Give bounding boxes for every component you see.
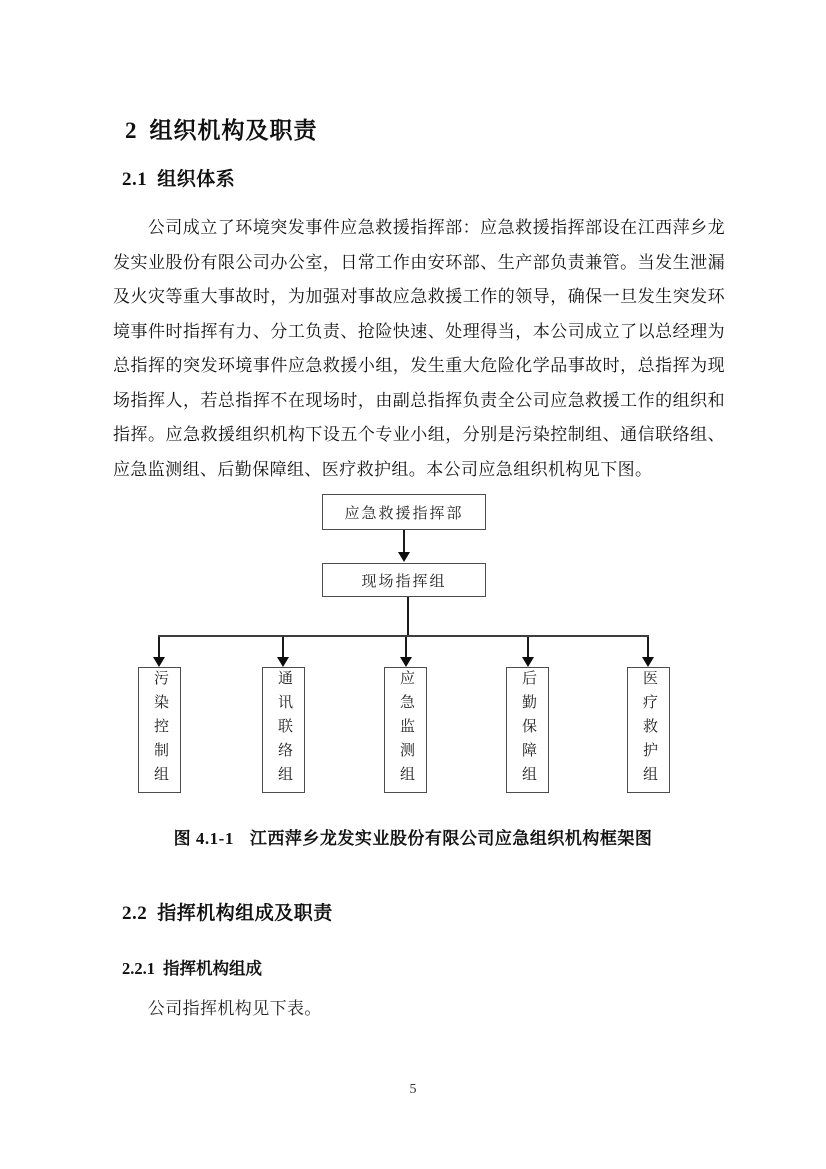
org-node-command-hq [322, 494, 486, 530]
page-number: 5 [409, 1082, 417, 1097]
section-title: 指挥机构组成及职责 [157, 903, 333, 924]
arrow-down-icon [642, 657, 654, 667]
connector-line-horizontal [158, 635, 649, 637]
chapter-title: 组织机构及职责 [149, 117, 318, 143]
org-node-label: 现场指挥组 [361, 573, 447, 590]
connector-drop-line [647, 637, 649, 658]
connector-line-stub [407, 597, 409, 637]
figure-caption [0, 824, 826, 849]
figure-label: 图 4.1-1 [173, 829, 234, 848]
org-node-logistics-support-group [506, 667, 549, 793]
org-node-label: 后勤保障组 [520, 670, 536, 790]
subsection-title: 指挥机构组成 [163, 960, 262, 978]
arrow-down-icon [153, 657, 165, 667]
org-node-label: 应急救援指挥部 [344, 505, 464, 522]
org-node-pollution-control-group [138, 667, 181, 793]
section-title: 组织体系 [157, 169, 236, 190]
org-node-label: 应急监测组 [398, 670, 414, 790]
chapter-heading [125, 112, 318, 145]
connector-drop-line [405, 637, 407, 658]
org-node-communication-liaison-group [262, 667, 305, 793]
connector-drop-line [282, 637, 284, 658]
section-number: 2.2 [122, 903, 148, 924]
org-node-emergency-monitoring-group [384, 667, 427, 793]
org-node-label: 污染控制组 [152, 670, 168, 790]
section-number: 2.1 [122, 169, 148, 190]
subsection-heading-2-2-1 [122, 955, 262, 979]
org-node-label: 医疗救护组 [641, 670, 657, 790]
org-node-onsite-command [322, 563, 486, 597]
connector-drop-line [158, 637, 160, 658]
subsection-number: 2.2.1 [122, 959, 155, 978]
connector-line-vertical [403, 530, 405, 554]
org-node-medical-rescue-group [627, 667, 670, 793]
section-heading-2-1 [122, 164, 235, 191]
arrow-down-icon [277, 657, 289, 667]
org-node-label: 通讯联络组 [276, 670, 292, 790]
arrow-down-icon [522, 657, 534, 667]
section-heading-2-2 [122, 898, 333, 925]
arrow-down-icon [400, 657, 412, 667]
body-paragraph: 公司成立了环境突发事件应急救援指挥部：应急救援指挥部设在江西萍乡龙发实业股份有限公司办公室，日常工作由安环部、生产部负责兼管。当发生泄漏及火灾等重大事故时，为加强对事故应急救援工作的领导，确保一旦发生突发环境事件时指挥有力、分工负责、抢险快速、处理得当，本公司成立了以总经理为总指挥的突发环境事件应急救援小组，发生重大危险化学品事故时，总指挥为现场指挥人，若总指挥不在现场时，由副总指挥负责全公司应急救援工作的组织和指挥。应急救援组织机构下设五个专业小组，分别是污染控制组、通信联络组、应急监测组、后勤保障组、医疗救护组。本公司应急组织机构见下图。 [113, 218, 725, 479]
figure-title: 江西萍乡龙发实业股份有限公司应急组织机构框架图 [249, 829, 653, 848]
connector-drop-line [527, 637, 529, 658]
arrow-down-icon [398, 552, 410, 562]
chapter-number: 2 [125, 118, 138, 143]
table-intro-paragraph: 公司指挥机构见下表。 [147, 999, 322, 1018]
